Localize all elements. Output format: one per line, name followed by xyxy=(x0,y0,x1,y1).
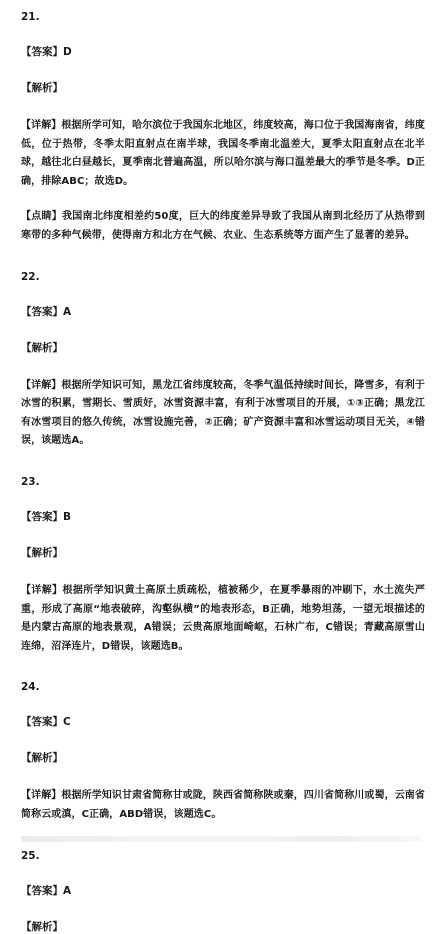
analysis-label: 【解析】 xyxy=(21,341,63,354)
explanation-paragraph: 【详解】根据所学知识甘肃省简称甘或陇，陕西省简称陕或秦，四川省简称川或蜀，云南省简称云或滇，C正确，ABD错误，该题选C。 xyxy=(21,790,425,820)
answer-label: 【答案】B xyxy=(21,510,72,523)
explanation-paragraph: 【详解】根据所学知识黄土高原土质疏松，植被稀少，在夏季暴雨的冲刷下，水土流失严重，形成了高原“地表破碎，沟壑纵横”的地表形态，B正确，地势坦荡，一望无垠描述的是内蒙古高原的地表景观，A错误；云贵高原地面崎岖，石林广布，C错误；青藏高原雪山连绵，沼泽连片，D错误，该题选B。 xyxy=(21,584,425,652)
question-number: 23. xyxy=(21,475,40,488)
cut-off-text-line xyxy=(21,836,421,842)
answer-label: 【答案】D xyxy=(21,46,72,58)
answer-label: 【答案】C xyxy=(21,716,71,729)
answer-label: 【答案】A xyxy=(21,884,72,897)
tip-paragraph: 【点睛】我国南北纬度相差约50度，巨大的纬度差异导致了我国从南到北经历了从热带到寒带的多种气候带，使得南方和北方在气候、农业、生态系统等方面产生了显著的差异。 xyxy=(21,211,425,241)
question-number: 21. xyxy=(21,11,40,23)
analysis-label: 【解析】 xyxy=(21,546,63,559)
question-number: 25. xyxy=(21,849,40,862)
explanation-paragraph: 【详解】根据所学知识可知，黑龙江省纬度较高，冬季气温低持续时间长，降雪多，有利于冰雪的积累，雪期长、雪质好，冰雪资源丰富，有利于冰雪项目的开展，①③正确；黑龙江有冰雪项目的悠久传统，冰雪设施完善，②正确；矿产资源丰富和冰雪运动项目无关，④错误，该题选A。 xyxy=(21,379,425,447)
analysis-label: 【解析】 xyxy=(21,752,63,765)
analysis-label: 【解析】 xyxy=(21,82,63,94)
analysis-label: 【解析】 xyxy=(21,920,63,933)
answer-label: 【答案】A xyxy=(21,305,72,318)
question-number: 22. xyxy=(21,270,40,283)
explanation-paragraph: 【详解】根据所学可知，哈尔滨位于我国东北地区，纬度较高，海口位于我国海南省，纬度低，位于热带，冬季太阳直射点在南半球，我国冬季南北温差大，夏季太阳直射点在北半球，越往北白昼越长，夏季南北普遍高温，所以哈尔滨与海口温差最大的季节是冬季。D正确，排除ABC；故选D。 xyxy=(21,120,425,187)
question-number: 24. xyxy=(21,681,40,694)
